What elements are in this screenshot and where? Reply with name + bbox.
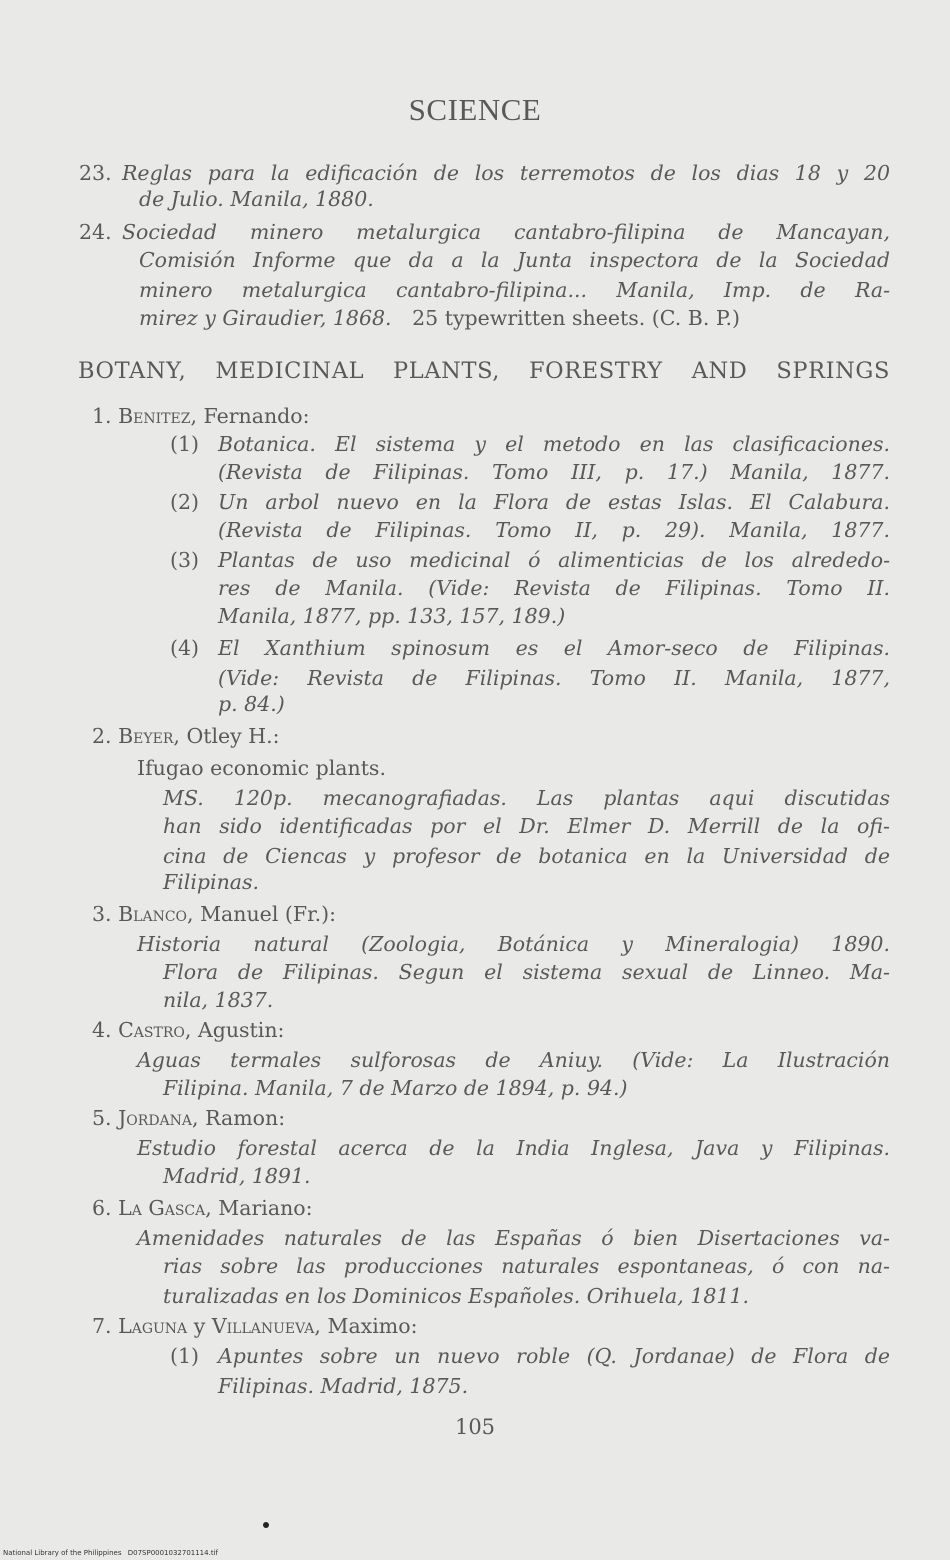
entry-text: Estudio forestal acerca de la India Inglesa, Java y Filipinas. [137, 1136, 890, 1160]
sub-entry-number: (3) [170, 548, 200, 572]
author-surname: Blanco, [118, 902, 194, 926]
author-given: Otley H.: [186, 724, 280, 748]
scan-speck [263, 1522, 269, 1528]
entry-number: 23. [79, 161, 112, 185]
entry-number: 2. [92, 724, 112, 748]
sub-entry-number: (4) [170, 636, 200, 660]
entry-text: Filipinas. Madrid, 1875. [218, 1374, 469, 1398]
scan-file-code: D07SP0001032701114.tif [127, 1549, 218, 1557]
entry-text: Filipinas. [163, 870, 260, 894]
entry-number: 24. [79, 220, 112, 244]
sub-entry-number: (2) [170, 490, 200, 514]
archive-name: National Library of the Philippines [3, 1549, 122, 1557]
entry-text: res de Manila. (Vide: Revista de Filipinas. Tomo II. [218, 576, 890, 600]
author-surname: Castro, [118, 1018, 192, 1042]
author-surname: Beyer, [118, 724, 180, 748]
entry-number: 3. [92, 902, 112, 926]
author-given: Maximo: [327, 1314, 418, 1338]
author-given: Ramon: [205, 1106, 286, 1130]
entry-text: p. 84.) [218, 692, 285, 716]
author-entry [92, 900, 336, 928]
entry-number: 6. [92, 1196, 112, 1220]
author-surname: Villanueva, [211, 1314, 321, 1338]
entry-text: (Revista de Filipinas. Tomo III, p. 17.) Manila, 1877. [218, 460, 890, 484]
author-surname: Benitez, [118, 404, 197, 428]
author-entry [92, 1104, 285, 1132]
running-head: SCIENCE [408, 92, 542, 127]
entry-text: turalizadas en los Dominicos Españoles. Orihuela, 1811. [163, 1284, 749, 1308]
sub-entry-number: (1) [170, 432, 200, 456]
author-surname: Laguna [118, 1314, 188, 1338]
entry-text: de Julio. Manila, 1880. [139, 187, 374, 211]
author-entry [92, 1194, 313, 1222]
entry-text: nila, 1837. [163, 988, 274, 1012]
sub-entry-number: (1) [170, 1344, 200, 1368]
author-given: Manuel (Fr.): [200, 902, 337, 926]
entry-text: Apuntes sobre un nuevo roble (Q. Jordanae) de Flora de [218, 1344, 890, 1368]
author-entry [92, 1312, 418, 1340]
entry-text: Manila, 1877, pp. 133, 157, 189.) [218, 604, 566, 628]
author-given: Agustin: [197, 1018, 285, 1042]
entry-number: 1. [92, 404, 112, 428]
entry-text: (Vide: Revista de Filipinas. Tomo II. Manila, 1877, [218, 666, 890, 690]
entry-text: cina de Ciencas y profesor de botanica en la Universidad de [163, 844, 890, 868]
author-entry [92, 1016, 284, 1044]
author-surname: La Gasca, [118, 1196, 212, 1220]
entry-text: Plantas de uso medicinal ó alimenticias de los alrededo- [218, 548, 890, 572]
entry-text: Un arbol nuevo en la Flora de estas Islas. El Calabura. [218, 490, 890, 514]
entry-number: 7. [92, 1314, 112, 1338]
author-given: Fernando: [203, 404, 310, 428]
author-conjunction: y [193, 1314, 206, 1338]
entry-text: Filipina. Manila, 7 de Marzo de 1894, p. 94.) [163, 1076, 628, 1100]
scan-footer [3, 1549, 218, 1557]
entry-text: Sociedad minero metalurgica cantabro-filipina de Mancayan, [122, 220, 890, 244]
entry-text-italic: mirez y Giraudier, 1868. [139, 306, 392, 330]
entry-text: rias sobre las producciones naturales espontaneas, ó con na- [163, 1254, 890, 1278]
entry-text-roman: 25 typewritten sheets. (C. B. P.) [412, 306, 741, 330]
author-given: Mariano: [218, 1196, 313, 1220]
entry-text: Flora de Filipinas. Segun el sistema sexual de Linneo. Ma- [163, 960, 890, 984]
author-entry [92, 402, 310, 430]
work-title: Ifugao economic plants. [137, 756, 386, 780]
section-title: BOTANY, MEDICINAL PLANTS, FORESTRY AND SPRINGS [78, 358, 890, 384]
entry-text [139, 304, 740, 332]
page-number: 105 [454, 1415, 496, 1439]
author-entry [92, 722, 280, 750]
entry-text: han sido identificadas por el Dr. Elmer D. Merrill de la ofi- [163, 814, 890, 838]
entry-text: Botanica. El sistema y el metodo en las clasificaciones. [218, 432, 890, 456]
entry-text: Reglas para la edificación de los terremotos de los dias 18 y 20 [122, 161, 890, 185]
entry-text: Historia natural (Zoologia, Botánica y Mineralogia) 1890. [137, 932, 890, 956]
entry-text: Comisión Informe que da a la Junta inspectora de la Sociedad [139, 248, 890, 272]
entry-text: MS. 120p. mecanografiadas. Las plantas aqui discutidas [163, 786, 890, 810]
entry-text: (Revista de Filipinas. Tomo II, p. 29). Manila, 1877. [218, 518, 890, 542]
entry-text: Madrid, 1891. [163, 1164, 311, 1188]
entry-number: 5. [92, 1106, 112, 1130]
entry-text: minero metalurgica cantabro-filipina... Manila, Imp. de Ra- [139, 278, 890, 302]
author-surname: Jordana, [118, 1106, 199, 1130]
entry-text: Amenidades naturales de las Españas ó bien Disertaciones va- [137, 1226, 890, 1250]
entry-text: El Xanthium spinosum es el Amor-seco de Filipinas. [218, 636, 890, 660]
entry-text: Aguas termales sulforosas de Aniuy. (Vide: La Ilustración [137, 1048, 890, 1072]
entry-number: 4. [92, 1018, 112, 1042]
